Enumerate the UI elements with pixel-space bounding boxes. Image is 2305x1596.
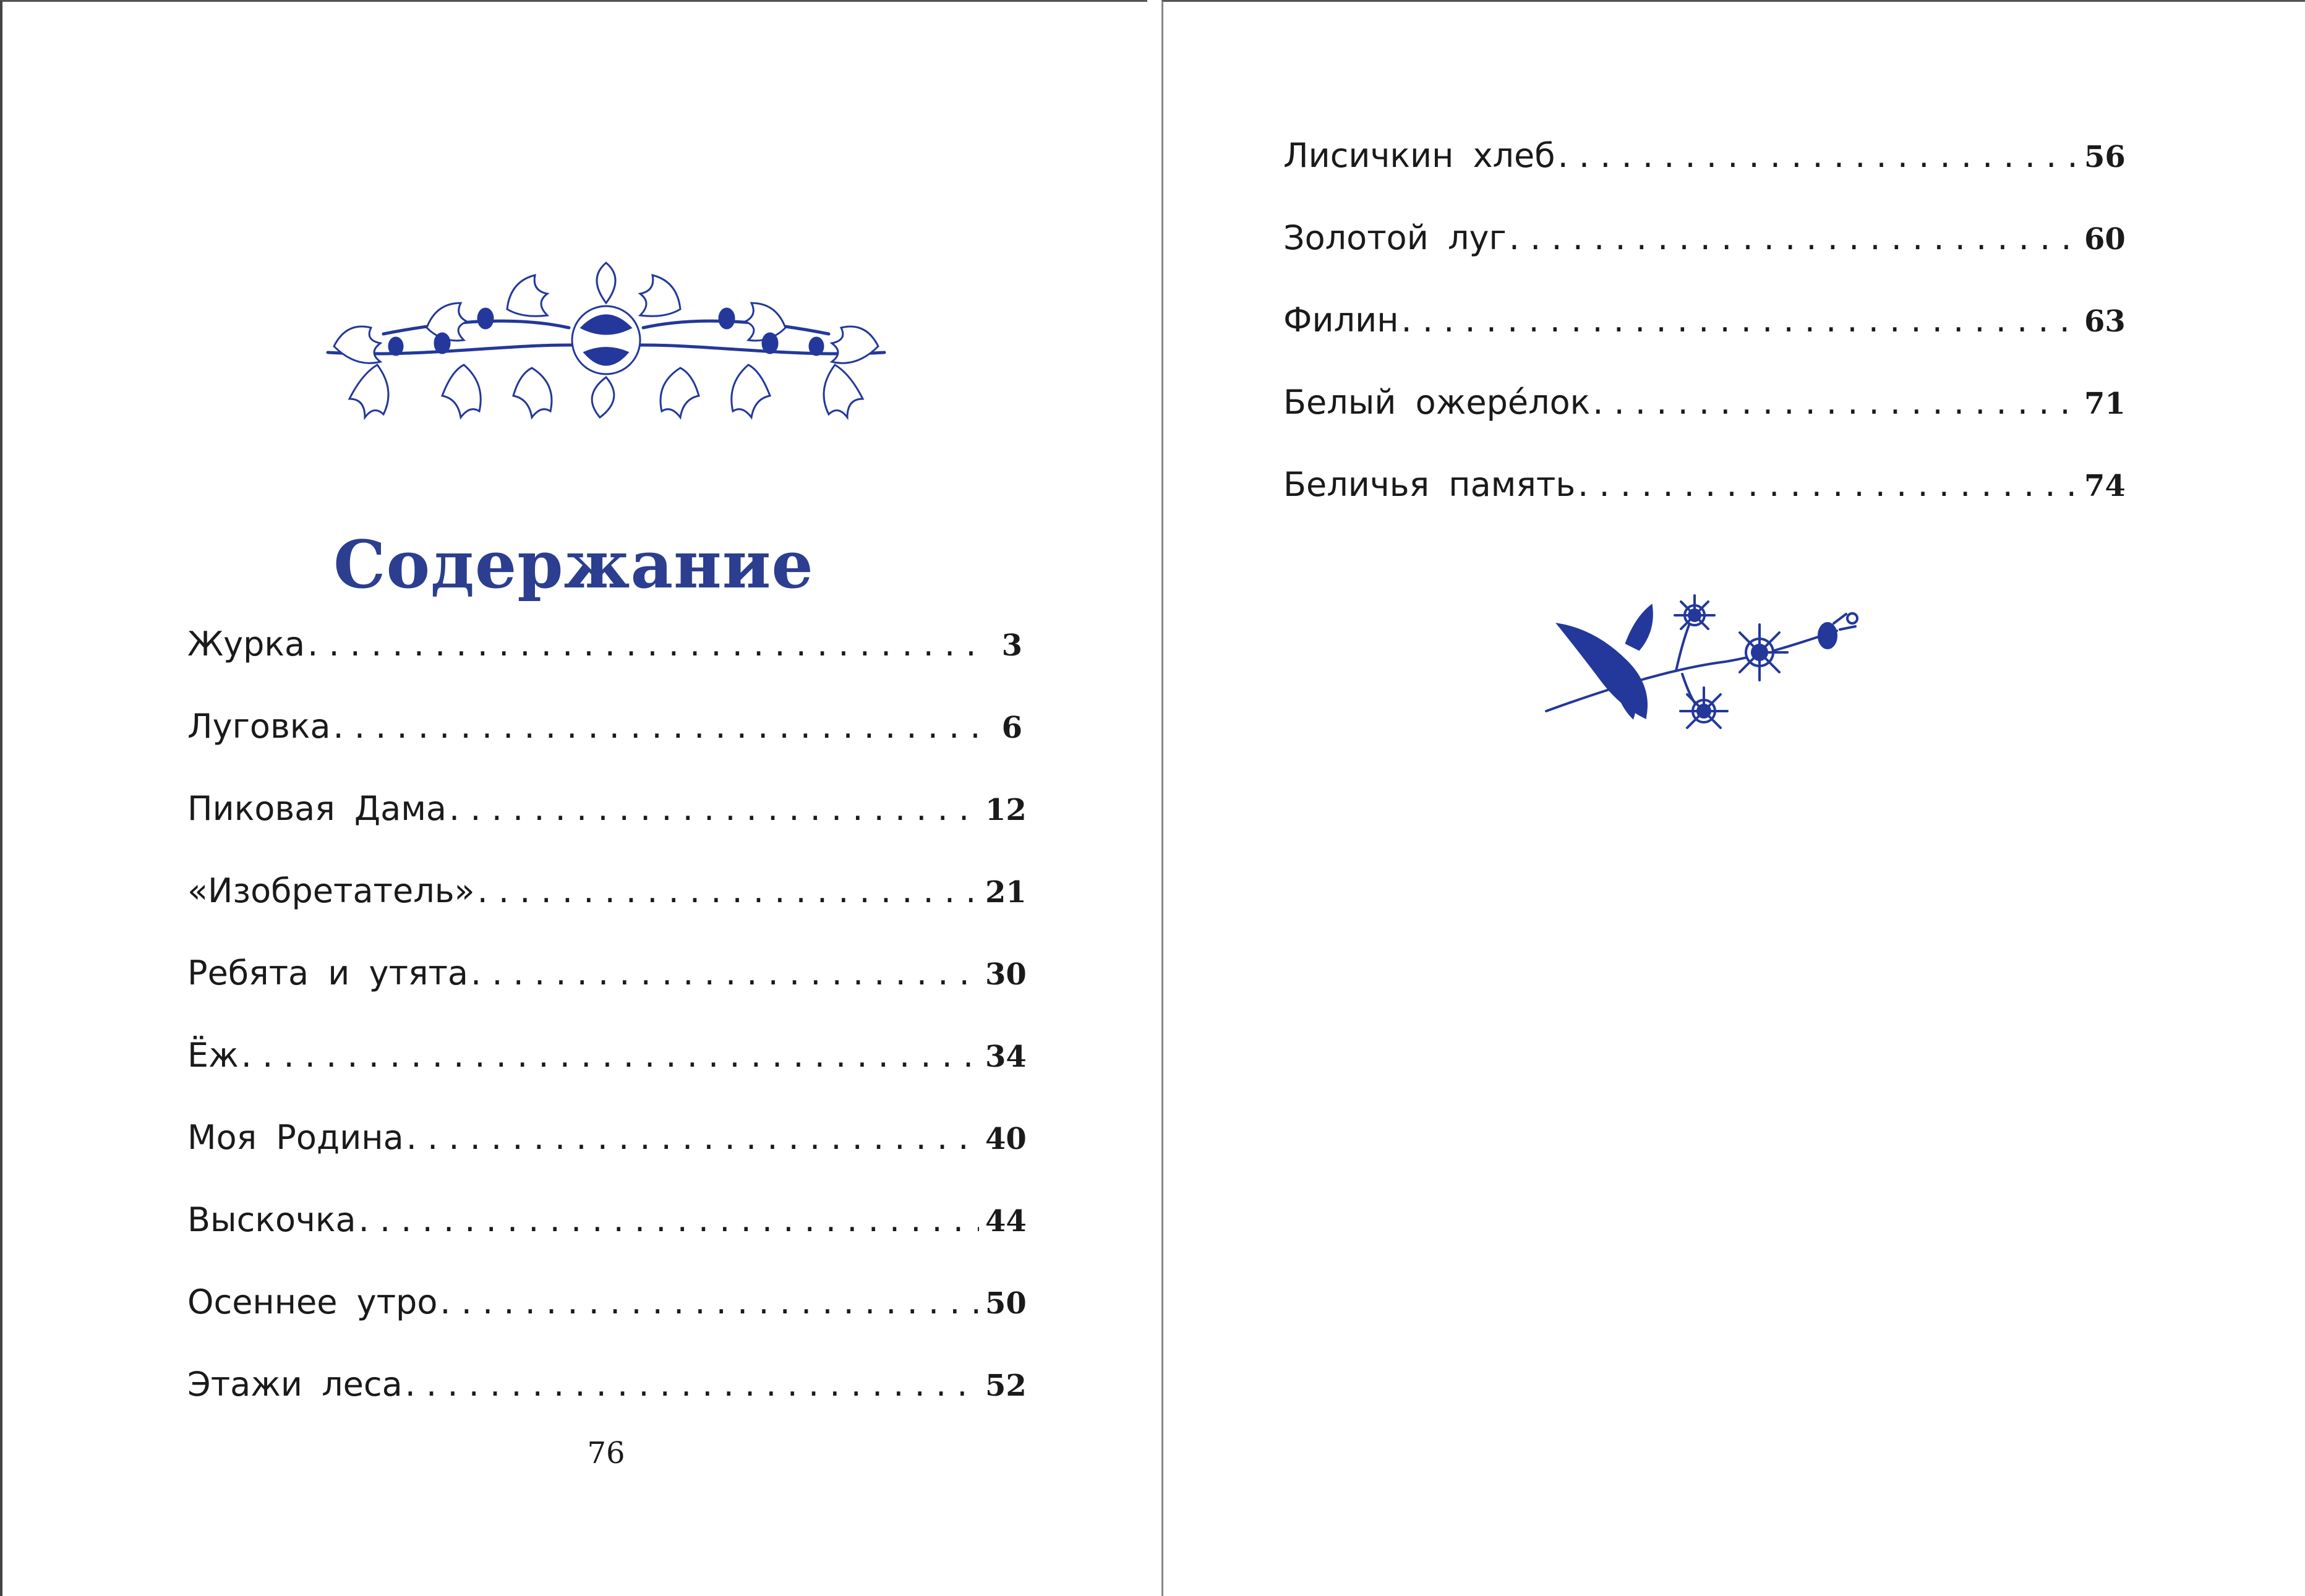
toc-entry-title: Моя Родина bbox=[187, 1118, 404, 1157]
toc-entry-title: Лисичкин хлеб bbox=[1283, 136, 1555, 175]
dot-leader bbox=[405, 1365, 979, 1404]
toc-list-left bbox=[187, 625, 1027, 1447]
toc-entry-page: 3 bbox=[1001, 628, 1022, 663]
cornflower-sprig-ornament bbox=[1540, 587, 1862, 748]
dot-leader bbox=[241, 1036, 979, 1075]
toc-entry-page: 52 bbox=[985, 1368, 1027, 1403]
oak-leaf bbox=[661, 368, 699, 417]
page-gutter bbox=[1147, 0, 1161, 1596]
contents-title: Содержание bbox=[333, 526, 814, 603]
oak-leaf bbox=[824, 365, 863, 417]
oak-leaf bbox=[334, 326, 380, 363]
center-leaf bbox=[592, 377, 614, 417]
cornflower-bloom bbox=[1675, 595, 1714, 629]
toc-entry-title: Пиковая Дама bbox=[187, 789, 447, 828]
dot-leader bbox=[1578, 465, 2078, 504]
toc-entry[interactable] bbox=[187, 707, 1022, 789]
acorn bbox=[719, 309, 734, 328]
dot-leader bbox=[449, 789, 979, 828]
toc-entry-title: Выскочка bbox=[187, 1200, 356, 1239]
oak-leaf-garland-ornament bbox=[309, 260, 903, 420]
toc-entry[interactable] bbox=[1283, 218, 2126, 301]
toc-entry-page: 12 bbox=[985, 793, 1027, 827]
toc-entry-page: 63 bbox=[2084, 304, 2126, 339]
dot-leader bbox=[1593, 383, 2078, 422]
dot-leader bbox=[1509, 218, 2078, 257]
toc-entry-page: 6 bbox=[1001, 711, 1022, 745]
toc-entry[interactable] bbox=[1283, 301, 2126, 383]
toc-entry-page: 21 bbox=[985, 875, 1027, 910]
toc-entry[interactable] bbox=[187, 1118, 1027, 1200]
dot-leader bbox=[307, 625, 979, 664]
toc-entry-page: 74 bbox=[2084, 469, 2126, 503]
dot-leader bbox=[1401, 301, 2079, 339]
toc-entry[interactable] bbox=[187, 1365, 1027, 1447]
page-number: 76 bbox=[587, 1436, 625, 1470]
dot-leader bbox=[471, 954, 979, 992]
dot-leader bbox=[440, 1282, 979, 1321]
dot-leader bbox=[477, 871, 979, 910]
toc-entry-page: 40 bbox=[985, 1122, 1027, 1156]
toc-list-right bbox=[1283, 136, 2126, 547]
cornflower-bloom bbox=[1740, 625, 1787, 680]
toc-entry[interactable] bbox=[187, 625, 1022, 707]
garland-stem-upper-right bbox=[643, 321, 829, 334]
toc-entry-title: Беличья память bbox=[1283, 465, 1576, 504]
toc-entry[interactable] bbox=[187, 871, 1027, 954]
oak-leaf bbox=[640, 275, 680, 316]
acorn bbox=[478, 309, 493, 328]
oak-leaf bbox=[507, 275, 547, 316]
dot-leader bbox=[406, 1118, 979, 1157]
toc-entry-title: Этажи леса bbox=[187, 1365, 403, 1404]
cornflower-bloom bbox=[1680, 688, 1727, 728]
oak-leaf bbox=[832, 326, 878, 363]
oak-leaf bbox=[513, 368, 552, 417]
toc-entry-title: Филин bbox=[1283, 301, 1399, 339]
oak-leaf bbox=[732, 365, 770, 417]
oak-leaf bbox=[442, 365, 481, 417]
acorn bbox=[810, 338, 823, 355]
toc-entry-title: Золотой луг bbox=[1283, 218, 1507, 257]
toc-entry-title: Луговка bbox=[187, 707, 331, 746]
toc-entry-page: 71 bbox=[2084, 386, 2126, 421]
toc-entry-title: Ребята и утята bbox=[187, 954, 468, 992]
oak-leaf bbox=[349, 365, 388, 417]
dot-leader bbox=[359, 1200, 979, 1239]
toc-entry[interactable] bbox=[187, 789, 1027, 871]
toc-entry-page: 56 bbox=[2084, 140, 2126, 174]
toc-entry-title: Ёж bbox=[187, 1036, 239, 1075]
toc-entry[interactable] bbox=[187, 1282, 1027, 1365]
toc-entry[interactable] bbox=[1283, 136, 2126, 218]
center-leaf bbox=[597, 263, 615, 303]
toc-entry[interactable] bbox=[187, 1036, 1027, 1118]
toc-entry[interactable] bbox=[187, 1200, 1027, 1282]
toc-entry-page: 60 bbox=[2084, 222, 2126, 257]
toc-entry[interactable] bbox=[1283, 465, 2126, 547]
toc-entry-title: Осеннее утро bbox=[187, 1282, 438, 1321]
dot-leader bbox=[1558, 136, 2078, 175]
toc-entry-page: 34 bbox=[985, 1039, 1027, 1074]
toc-entry-title: Белый ожерéлок bbox=[1283, 383, 1591, 422]
dot-leader bbox=[333, 707, 979, 746]
toc-entry[interactable] bbox=[187, 954, 1027, 1036]
toc-entry-title: Журка bbox=[187, 625, 306, 664]
toc-entry-page: 50 bbox=[985, 1286, 1027, 1321]
toc-entry-title: «Изобретатель» bbox=[187, 871, 475, 910]
small-leaf bbox=[1627, 606, 1652, 649]
toc-entry[interactable] bbox=[1283, 383, 2126, 465]
acorn bbox=[763, 333, 777, 353]
toc-entry-page: 30 bbox=[985, 957, 1027, 992]
garland-stem-upper bbox=[383, 321, 569, 334]
toc-entry-page: 44 bbox=[985, 1204, 1027, 1239]
acorn bbox=[389, 338, 403, 355]
acorn bbox=[435, 333, 450, 353]
